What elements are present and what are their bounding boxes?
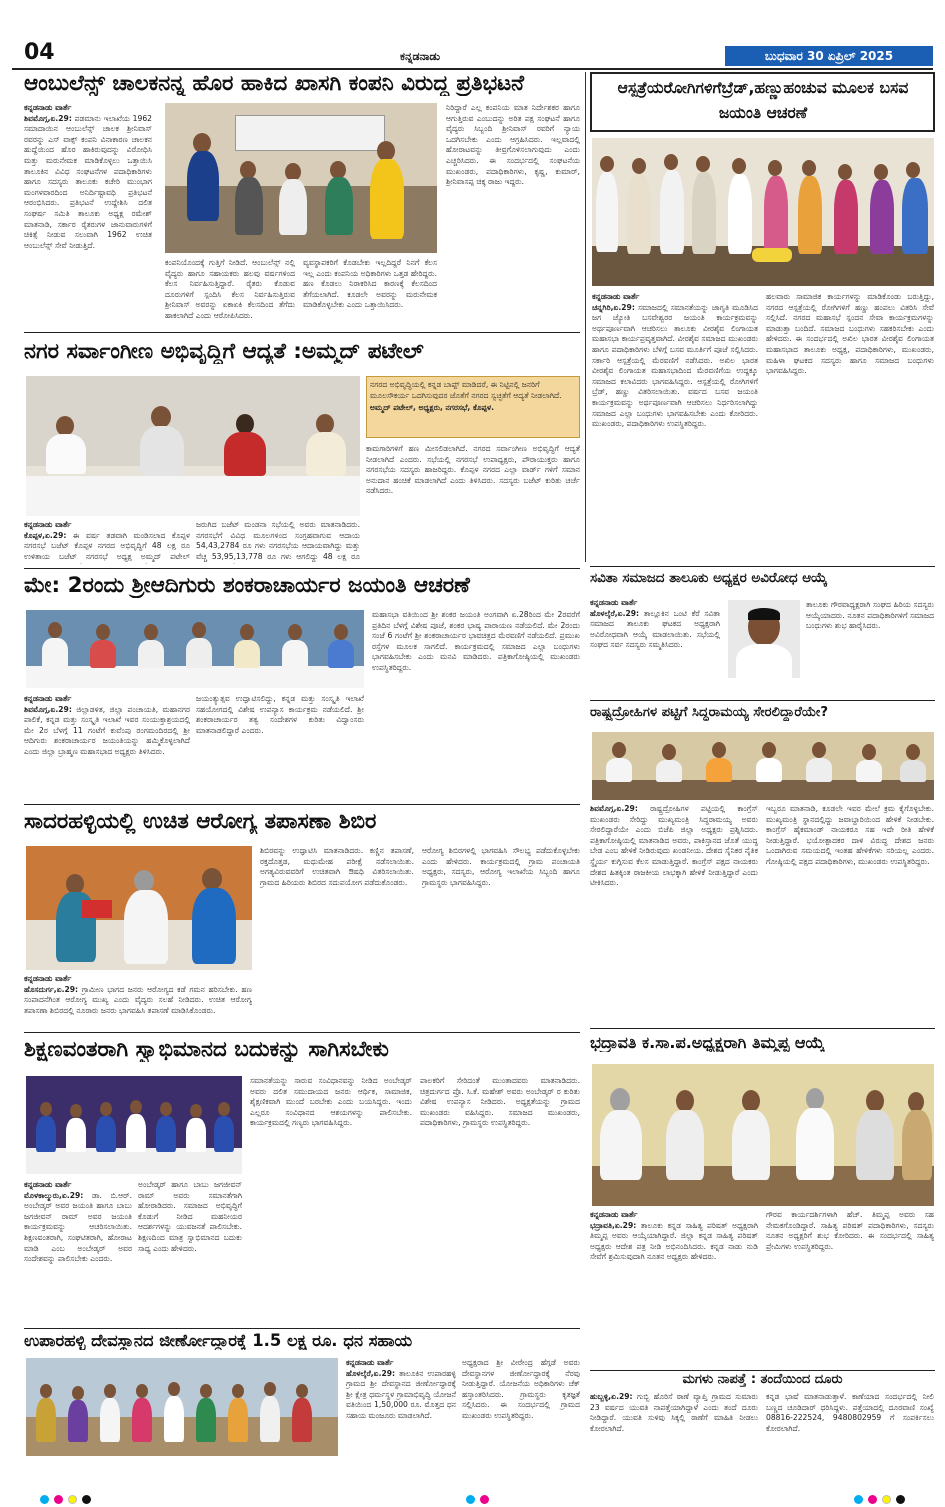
- a9-text2: ಗೌರವ ಕಾರ್ಯದರ್ಶಿಗಳಾಗಿ ಹೆಚ್. ತಿಮ್ಮಪ್ಪ ಅವರು ಸಹ ನೇಮಕಗೊಂಡಿದ್ದಾರೆ. ಸಾಹಿತ್ಯ ಪರಿಷತ್ ಪದಾಧಿಕಾರಿಗಳು, ಸದಸ್ಯರು ನೂತನ ಅಧ್ಯಕ್ಷರಿಗೆ ಶುಭ ಕೋರಿದರು. ಈ ಸಂದರ್ಭದಲ್ಲಿ ಸಾಹಿತ್ಯ ಪ್ರೇಮಿಗಳು ಉಪಸ್ಥಿತರಿದ್ದರು.: [766, 1210, 934, 1251]
- a8-text3: ಸಮಾನತೆಯನ್ನು ಸಾರುವ ಸಂವಿಧಾನವನ್ನು ನೀಡಿದ ಅಂಬೇಡ್ಕರ್ ಅವರು ದಲಿತ ಸಮುದಾಯದ ಜನರು ಆರ್ಥಿಕ, ಸಾಮಾಜಿಕ, ಶೈಕ್ಷಣಿಕವಾಗಿ ಮುಂದೆ ಬರಬೇಕು ಎಂದು ಬಯಸಿದ್ದರು. ಇಂದು ಎಲ್ಲರೂ ಸಂವಿಧಾನದ ಆಶಯಗಳನ್ನು ಪಾಲಿಸಬೇಕು. ಕಾರ್ಯಕ್ರಮದಲ್ಲಿ ಗಣ್ಯರು ಭಾಗವಹಿಸಿದ್ದರು.: [250, 1076, 412, 1128]
- a3-headline: ನಗರ ಸರ್ವಾಂಗೀಣ ಅಭಿವೃದ್ಧಿಗೆ ಆದ್ಯತೆ :ಅಮ್ಮದ್ ಪಟೇಲ್: [24, 340, 424, 364]
- a1-col1: [24, 103, 152, 325]
- divider-a7-a8: [24, 1032, 580, 1033]
- a11-col1: [590, 1392, 758, 1486]
- a6-col1: [590, 804, 758, 1022]
- a8-text2: ಅಂಬೇಡ್ಕರ್ ಹಾಗೂ ಬಾಬು ಜಗಜೀವನ್ ರಾಮ್ ಅವರು ಸಮಾನತೆಗಾಗಿ ಹೋರಾಡಿದರು. ಸಮಾಜದ ಅಭಿವೃದ್ಧಿಗೆ ಕೊಡುಗೆ ನೀಡಿದ ಮಹನೀಯರ ಆದರ್ಶಗಳನ್ನು ಯುವಜನತೆ ಪಾಲಿಸಬೇಕು. ಶಿಕ್ಷಣದಿಂದ ಮಾತ್ರ ಸ್ವಾಭಿಮಾನದ ಬದುಕು ಸಾಧ್ಯ ಎಂದು ಹೇಳಿದರು.: [138, 1180, 242, 1253]
- a5-text2: ಜಯಂತ್ಯುತ್ಸವ ಉದ್ಘಾಟಿಸಲಿದ್ದು, ಕನ್ನಡ ಮತ್ತು ಸಂಸ್ಕೃತಿ ಇಲಾಖೆ ಸಹಯೋಗದಲ್ಲಿ ವಿಶೇಷ ಉಪನ್ಯಾಸ ಕಾರ್ಯಕ್ರಮ ನಡೆಯಲಿದೆ. ಶ್ರೀ ಶಂಕರಾಚಾರ್ಯರ ತತ್ವ ಸಂದೇಶಗಳ ಕುರಿತು ವಿದ್ವಾಂಸರು ಮಾತನಾಡಲಿದ್ದಾರೆ ಎಂದರು.: [196, 694, 364, 735]
- a3-text1: ಈ ವರ್ಷ ತಡವಾಗಿ ಮಂಡಿಸಲಾದ ಕೊಪ್ಪಳ ನಗರಸಭೆ ಬಜೆಟ್ ಕೊಪ್ಪಳ ನಗರದ ಅಭಿವೃದ್ಧಿಗೆ 48 ಲಕ್ಷ ರೂ ಉಳಿತಾಯ ಬಜೆಟ್ ನಗರಸಭೆ ಅಧ್ಯಕ್ಷ ಅಮ್ಮದ್ ಪಟೇಲ್: [24, 530, 190, 561]
- registration-mark: [466, 1495, 475, 1504]
- a1-col4: [446, 103, 580, 328]
- page-number: 04: [24, 40, 55, 65]
- a5-text3: ಮಹಾಸಭಾ ವತಿಯಿಂದ ಶ್ರೀ ಶಂಕರ ಜಯಂತಿ ಅಂಗವಾಗಿ ಏ.28ರಿಂದ ಮೇ 2ರವರೆಗೆ ಪ್ರತಿದಿನ ಬೆಳಗ್ಗೆ ವಿಶೇಷ ಪೂಜೆ, ಶಂಕರ ಭಾಷ್ಯ ಪಾರಾಯಣ ನಡೆಯಲಿದೆ. ಮೇ 2ರಂದು ಸಂಜೆ 6 ಗಂಟೆಗೆ ಶ್ರೀ ಶಂಕರಾಚಾರ್ಯರ ಭಾವಚಿತ್ರದ ಮೆರವಣಿಗೆ ನಡೆಯಲಿದೆ. ಪ್ರಮುಖ ರಸ್ತೆಗಳ ಮೂಲಕ ಸಾಗಲಿದೆ. ಕಾರ್ಯಕ್ರಮದಲ್ಲಿ ಸಮಾಜದ ಎಲ್ಲಾ ಬಂಧುಗಳು ಭಾಗವಹಿಸಬೇಕು ಎಂದು ಮನವಿ ಮಾಡಿದರು. ಪತ್ರಿಕಾಗೋಷ್ಠಿಯಲ್ಲಿ ಮುಖಂಡರು ಉಪಸ್ಥಿತರಿದ್ದರು.: [372, 610, 580, 672]
- a3-col1: [24, 520, 190, 564]
- a1-photo: [165, 103, 437, 253]
- a2-byline: ಕನ್ನಡನಾಡು ವಾರ್ತೆ: [592, 292, 640, 301]
- a9-photo: [592, 1064, 934, 1206]
- a4-col2: [806, 600, 934, 690]
- a4-text2: ತಾಲೂಕು ಗೌರವಾಧ್ಯಕ್ಷರಾಗಿ ಸಂಘದ ಹಿರಿಯ ಸದಸ್ಯರು ಆಯ್ಕೆಯಾದರು. ನೂತನ ಪದಾಧಿಕಾರಿಗಳಿಗೆ ಸಮಾಜದ ಬಂಧುಗಳು ಶುಭ ಹಾರೈಸಿದರು.: [806, 600, 934, 631]
- divider-a6-a9: [590, 1028, 935, 1029]
- divider-a4-a6: [590, 700, 935, 701]
- a5-col3: [372, 610, 580, 800]
- a10-col2: [462, 1358, 580, 1488]
- a3-quote-text: ನಗರದ ಅಭಿವೃದ್ಧಿಯಲ್ಲಿ ಕನ್ನಡ ಬಾಪ್ಟ್ ಮಾಡಿದರೆ, ಈ ನಿಟ್ಟಿನಲ್ಲಿ ಜನರಿಗೆ ಮೂಲಸೌಕರ್ಯ ಒದಗಿಸುವುದರ ಜೊತೆಗೆ ನಗರದ ಸ್ವಚ್ಛತೆಗೆ ಆದ್ಯತೆ ನೀಡಲಾಗಿದೆ.: [370, 380, 562, 400]
- a2-col2: [766, 292, 934, 562]
- a1-dateline: ಶಿವಮೊಗ್ಗ,ಏ.29:: [24, 113, 72, 123]
- a4-byline: ಕನ್ನಡನಾಡು ವಾರ್ತೆ: [590, 598, 638, 607]
- a1-text3: ವ್ಯವಸ್ಥಾಪಕರಿಗೆ ಕೊಡಬೇಕು ಇಲ್ಲದಿದ್ದರೆ ನಿನಗೆ ಕೆಲಸ ಇಲ್ಲ ಎಂದು ಕಂಪನಿಯ ಅಧಿಕಾರಿಗಳು ಒತ್ತಡ ಹೇರಿದ್ದರು. ಹಣ ಕೊಡಲು ನಿರಾಕರಿಸಿದ ಕಾರಣಕ್ಕೆ ಕೆಲಸದಿಂದ ತೆಗೆಯಲಾಗಿದೆ. ಕೂಡಲೇ ಅವರನ್ನು ಮರುನೇಮಕ ಮಾಡಿಕೊಳ್ಳಬೇಕು ಎಂದು ಒತ್ತಾಯಿಸಿದರು.: [303, 258, 437, 310]
- a8-col4: [420, 1076, 580, 1324]
- a3-byline: ಕನ್ನಡನಾಡು ವಾರ್ತೆ: [24, 520, 72, 529]
- registration-mark: [882, 1495, 891, 1504]
- registration-mark: [54, 1495, 63, 1504]
- a8-col2: [138, 1180, 242, 1324]
- a9-headline: ಭದ್ರಾವತಿ ಕ.ಸಾ.ಪ.ಅಧ್ಯಕ್ಷರಾಗಿ ತಿಮ್ಮಪ್ಪ ಆಯ್ಕೆ: [590, 1034, 825, 1052]
- a6-text1: ರಾಷ್ಟ್ರದ್ರೋಹಿಗಳ ಪಟ್ಟಿಯಲ್ಲಿ ಕಾಂಗ್ರೆಸ್ ಮುಖಂಡರು ಸೇರಿದ್ದು ಮುಖ್ಯಮಂತ್ರಿ ಸಿದ್ಧರಾಮಯ್ಯ ಅವರು ಸೇರಲಿದ್ದಾರೆಯೇ ಎಂದು ಬಿಜೆಪಿ ಜಿಲ್ಲಾ ಅಧ್ಯಕ್ಷರು ಪ್ರಶ್ನಿಸಿದರು. ಪತ್ರಿಕಾಗೋಷ್ಠಿಯಲ್ಲಿ ಮಾತನಾಡಿದ ಅವರು, ಪಾಕಿಸ್ತಾನದ ಜೊತೆ ಯುದ್ಧ ಬೇಡ ಎಂಬ ಹೇಳಿಕೆ ನೀಡಿರುವುದು ಖಂಡನೀಯ. ದೇಶದ ಸೈನಿಕರ ನೈತಿಕ ಸ್ಥೈರ್ಯ ಕುಗ್ಗಿಸುವ ಕೆಲಸ ಮಾಡುತ್ತಿದ್ದಾರೆ. ಕಾಂಗ್ರೆಸ್ ಪಕ್ಷದ ನಾಯಕರು ದೇಶದ ಹಿತಕ್ಕಿಂತ ರಾಜಕೀಯ ಲಾಭಕ್ಕಾಗಿ ಹೇಳಿಕೆ ನೀಡುತ್ತಿದ್ದಾರೆ ಎಂದು ಟೀಕಿಸಿದರು.: [590, 804, 758, 888]
- a7-col1: [24, 974, 252, 1028]
- a11-col2: [766, 1392, 934, 1486]
- a2-photo: [592, 138, 934, 286]
- a11-text2: ಕನ್ನಡ ಭಾಷೆ ಮಾತನಾಡುತ್ತಾಳೆ. ಕಾಣೆಯಾದ ಸಂದರ್ಭದಲ್ಲಿ ನೀಲಿ ಬಣ್ಣದ ಚೂಡಿದಾರ್ ಧರಿಸಿದ್ದಳು. ಪತ್ತೆಯಾದಲ್ಲಿ ದೂರವಾಣಿ ಸಂಖ್ಯೆ 08816-222524, 9480802959 ಗೆ ಸಂಪರ್ಕಿಸಲು ಕೋರಲಾಗಿದೆ.: [766, 1392, 934, 1433]
- a10-dateline: ಹೊಳಲ್ಕೆರೆ,ಏ.29:: [346, 1368, 396, 1378]
- registration-mark: [82, 1495, 91, 1504]
- a1-text2: ಕಂಪನಿಯೊಂದಕ್ಕೆ ಗುತ್ತಿಗೆ ನೀಡಿದೆ. ಆಂಬುಲೆನ್ಸ್ ನಲ್ಲಿ ವೈದ್ಯರು ಹಾಗೂ ಸಹಾಯಕರು ಹಲವು ವರ್ಷಗಳಿಂದ ಕೆಲಸ ನಿರ್ವಹಿಸುತ್ತಿದ್ದಾರೆ. ರೈತರು ಕೊಡುವ ದೂರುಗಳಿಗೆ ಸ್ಪಂದಿಸಿ ಕೆಲಸ ನಿರ್ವಹಿಸುತ್ತಿರುವ ಶ್ರೀನಿವಾಸ್ ಅವರನ್ನು ಏಕಾಏಕಿ ಕೆಲಸದಿಂದ ತೆಗೆದು ಹಾಕಲಾಗಿದೆ ಎಂದು ಆರೋಪಿಸಿದರು.: [165, 258, 295, 320]
- a1-byline: ಕನ್ನಡನಾಡು ವಾರ್ತೆ: [24, 103, 72, 112]
- print-registration-bar: [0, 1493, 945, 1507]
- a1-text4: ನಿರಿದ್ದಾರೆ ಎಲ್ಲ ಕಂಪನಿಯ ಮಾತ ನಿರ್ದೇಶಕರ ಹಾಗೂ ಆಗುತ್ತಿರುವ ಎಂಬುದನ್ನು ಅರಿತ ಪಕ್ಷ ಸಂಘಟನೆ ಹಾಗೂ ವೈದ್ಯರು ಸಿಬ್ಬಂದಿ ಶ್ರೀನಿವಾಸ್ ರವರಿಗೆ ನ್ಯಾಯ ಒದಗಿಸಬೇಕು ಎಂದು ಆಗ್ರಹಿಸಿದರು. ಇಲ್ಲವಾದಲ್ಲಿ ಹೋರಾಟವನ್ನು ತೀವ್ರಗೊಳಿಸಲಾಗುವುದು ಎಂದು ಎಚ್ಚರಿಸಿದರು. ಈ ಸಂದರ್ಭದಲ್ಲಿ ಸಂಘಟನೆಯ ಮುಖಂಡರು, ಪದಾಧಿಕಾರಿಗಳು, ಕೃಷ್ಣ, ಕುಮಾರ್, ಶ್ರೀನಿವಾಸಪ್ಪ ಚಿಕ್ಕ ರಾಜು ಇದ್ದರು.: [446, 103, 580, 187]
- a3-text3: ಕಾಮಗಾರಿಗಳಿಗೆ ಹಣ ಮೀಸಲಿಡಲಾಗಿದೆ. ನಗರದ ಸರ್ವಾಂಗೀಣ ಅಭಿವೃದ್ಧಿಗೆ ಆದ್ಯತೆ ನೀಡಲಾಗಿದೆ ಎಂದರು. ಸಭೆಯಲ್ಲಿ ನಗರಸಭೆ ಉಪಾಧ್ಯಕ್ಷರು, ಪೌರಾಯುಕ್ತರು ಹಾಗೂ ನಗರಸಭೆಯ ಸದಸ್ಯರು ಹಾಜರಿದ್ದರು. ಕೊಪ್ಪಳ ನಗರದ ಎಲ್ಲಾ ವಾರ್ಡ್ ಗಳಿಗೆ ಸಮಾನ ಅನುದಾನ ಹಂಚಿಕೆ ಮಾಡಲಾಗಿದೆ ಎಂದು ತಿಳಿಸಿದರು. ಸದಸ್ಯರು ಬಜೆಟ್ ಕುರಿತು ಚರ್ಚೆ ನಡೆಸಿದರು.: [366, 444, 580, 496]
- a9-col2: [766, 1210, 934, 1366]
- a4-dateline: ಹೊಳಲ್ಕೆರೆ,ಏ.29:: [590, 608, 640, 618]
- a10-photo: [26, 1358, 338, 1456]
- registration-mark: [854, 1495, 863, 1504]
- a5-headline: ಮೇ: 2ರಂದು ಶ್ರೀಆದಿಗುರು ಶಂಕರಾಚಾರ್ಯರ ಜಯಂತಿ ಆಚರಣೆ: [24, 574, 470, 598]
- a8-col3: [250, 1076, 412, 1324]
- a5-byline: ಕನ್ನಡನಾಡು ವಾರ್ತೆ: [24, 694, 72, 703]
- a10-headline: ಉಪಾರಹಳ್ಳಿ ದೇವಸ್ಥಾನದ ಜೀರ್ಣೋದ್ಧಾರಕ್ಕೆ 1.5 ಲಕ್ಷ ರೂ. ಧನ ಸಹಾಯ: [24, 1332, 413, 1350]
- a2-headline: ಆಸ್ಪತ್ರೆಯರೋಗಿಗಳಿಗೆಬ್ರೆಡ್,ಹಣ್ಣುಹಂಚುವ ಮೂಲಕ ಬಸವ ಜಯಂತಿ ಆಚರಣೆ: [617, 79, 909, 122]
- a6-col2: [766, 804, 934, 1022]
- a5-col2: [196, 694, 364, 800]
- a10-text1: ತಾಲೂಕಿನ ಉಪಾರಹಳ್ಳಿ ಗ್ರಾಮದ ಶ್ರೀ ದೇವಸ್ಥಾನದ ಜೀರ್ಣೋದ್ಧಾರಕ್ಕೆ ಶ್ರೀ ಕ್ಷೇತ್ರ ಧರ್ಮಸ್ಥಳ ಗ್ರಾಮಾಭಿವೃದ್ಧಿ ಯೋಜನೆ ವತಿಯಿಂದ 1,50,000 ರೂ. ಮೊತ್ತದ ಧನ ಸಹಾಯ ಮಂಜೂರು ಮಾಡಲಾಗಿದೆ.: [346, 1368, 456, 1420]
- a1-headline: ಆಂಬುಲೆನ್ಸ್ ಚಾಲಕನನ್ನ ಹೊರ ಹಾಕಿದ ಖಾಸಗಿ ಕಂಪನಿ ವಿರುದ್ಧ ಪ್ರತಿಭಟನೆ: [24, 72, 524, 96]
- a3-dateline: ಕೊಪ್ಪಳ,ಏ.29:: [24, 530, 67, 540]
- a5-photo: [26, 610, 364, 688]
- a4-portrait: [728, 600, 800, 678]
- a10-col1: [346, 1358, 456, 1488]
- a7-text1: ಗ್ರಾಮೀಣ ಭಾಗದ ಜನರು ಆರೋಗ್ಯದ ಕಡೆ ಗಮನ ಹರಿಸಬೇಕು. ಹಣ ಸಂಪಾದನೆಗಿಂತ ಆರೋಗ್ಯ ಮುಖ್ಯ ಎಂದು ವೈದ್ಯರು ಸಲಹೆ ನೀಡಿದರು. ಉಚಿತ ಆರೋಗ್ಯ ತಪಾಸಣಾ ಶಿಬಿರದಲ್ಲಿ ನೂರಾರು ಜನರು ಭಾಗವಹಿಸಿ ತಪಾಸಣೆ ಮಾಡಿಸಿಕೊಂಡರು.: [24, 984, 252, 1015]
- a2-text1: ಸಮಾಜದಲ್ಲಿ ಸಮಾನತೆಯನ್ನು ಜಾಗೃತಿ ಮೂಡಿಸಿದ ಜಗ ಜ್ಯೋತಿ ಬಸವೇಶ್ವರರ ಜಯಂತಿ ಕಾರ್ಯಕ್ರಮವನ್ನು ಅರ್ಥಪೂರ್ಣವಾಗಿ ಆಚರಿಸಲು ತಾಲೂಕು ವೀರಶೈವ ಲಿಂಗಾಯತ ಮಹಾಸಭಾ ಕಾರ್ಯಪ್ರವೃತ್ತವಾಗಿದೆ. ವೀರಶೈವ ಸಮಾಜದ ಮುಖಂಡರು ಹಾಗೂ ಪದಾಧಿಕಾರಿಗಳು ಬೆಳಿಗ್ಗೆ ಬಸವ ಮೂರ್ತಿಗೆ ಪೂಜೆ ಸಲ್ಲಿಸಿದರು. ಸರ್ಕಾರಿ ಆಸ್ಪತ್ರೆಯಲ್ಲಿ ಮೆರವಣಿಗೆ ನಡೆಸಿದರು. ಅಖಿಲ ಭಾರತ ವೀರಶೈವ ಲಿಂಗಾಯತ ಮಹಾಸಭಾದಿಂದ ಮೆರವಣಿಗೆಯ ಉದ್ದಕ್ಕೂ ಸಮಾಜದ ಕಲಾವಿದರು ಭಾಗವಹಿಸಿದ್ದರು. ಆಸ್ಪತ್ರೆಯಲ್ಲಿ ರೋಗಿಗಳಿಗೆ ಬ್ರೆಡ್, ಹಣ್ಣು ವಿತರಿಸಲಾಯಿತು. ವರ್ಷದ ಬಸವ ಜಯಂತಿ ಕಾರ್ಯಕ್ರಮವನ್ನು ಅರ್ಥಪೂರ್ಣವಾಗಿ ಆಚರಿಸಲು ನಿರ್ಧರಿಸಲಾಗಿದ್ದು ಸಮಾಜದ ಎಲ್ಲಾ ಬಂಧುಗಳು ಭಾಗವಹಿಸಬೇಕು ಎಂದು ಕೋರಿದರು. ಮುಖಂಡರು, ಪದಾಧಿಕಾರಿಗಳು ಉಪಸ್ಥಿತರಿದ್ದರು.: [592, 302, 758, 429]
- divider-a3-a5: [24, 568, 580, 569]
- a8-text1: ಡಾ. ಬಿ.ಆರ್. ಅಂಬೇಡ್ಕರ್ ಅವರ ಜಯಂತಿ ಹಾಗೂ ಬಾಬು ಜಗಜೀವನ್ ರಾಮ್ ಅವರ ಜಯಂತಿ ಕಾರ್ಯಕ್ರಮವನ್ನು ಆಚರಿಸಲಾಯಿತು. ಶಿಕ್ಷಣವಂತರಾಗಿ, ಸಂಘಟಿತರಾಗಿ, ಹೋರಾಟ ಮಾಡಿ ಎಂಬ ಅಂಬೇಡ್ಕರ್ ಅವರ ಸಂದೇಶವನ್ನು ಪಾಲಿಸಬೇಕು ಎಂದರು.: [24, 1190, 132, 1264]
- a7-headline: ಸಾದರಹಳ್ಳಿಯಲ್ಲಿ ಉಚಿತ ಆರೋಗ್ಯ ತಪಾಸಣಾ ಶಿಬಿರ: [24, 810, 377, 834]
- a5-dateline: ಶಿವಮೊಗ್ಗ,ಏ.29:: [24, 704, 72, 714]
- a7-text2: ಶಿಬಿರವನ್ನು ಉದ್ಘಾಟಿಸಿ ಮಾತನಾಡಿದರು. ಕಣ್ಣಿನ ತಪಾಸಣೆ, ರಕ್ತದೊತ್ತಡ, ಮಧುಮೇಹ ಪರೀಕ್ಷೆ ನಡೆಸಲಾಯಿತು. ಅಗತ್ಯವಿರುವವರಿಗೆ ಉಚಿತವಾಗಿ ಔಷಧಿ ವಿತರಿಸಲಾಯಿತು. ಗ್ರಾಮದ ಹಿರಿಯರು ಶಿಬಿರದ ಸದುಪಯೋಗ ಪಡೆದುಕೊಂಡರು.: [260, 846, 414, 887]
- registration-mark: [40, 1495, 49, 1504]
- divider-a2-a4: [590, 566, 935, 567]
- registration-mark: [868, 1495, 877, 1504]
- registration-mark: [480, 1495, 489, 1504]
- divider-a5-a7: [24, 804, 580, 805]
- masthead: [0, 0, 945, 70]
- a10-text2: ಅಧ್ಯಕ್ಷರಾದ ಶ್ರೀ ವೀರೇಂದ್ರ ಹೆಗ್ಗಡೆ ಅವರು ದೇವಸ್ಥಾನಗಳ ಜೀರ್ಣೋದ್ಧಾರಕ್ಕೆ ನೆರವು ನೀಡುತ್ತಿದ್ದಾರೆ. ಯೋಜನೆಯ ಅಧಿಕಾರಿಗಳು ಚೆಕ್ ಹಸ್ತಾಂತರಿಸಿದರು. ಗ್ರಾಮಸ್ಥರು ಕೃತಜ್ಞತೆ ಸಲ್ಲಿಸಿದರು. ಈ ಸಂದರ್ಭದಲ್ಲಿ ಗ್ರಾಮದ ಮುಖಂಡರು ಉಪಸ್ಥಿತರಿದ್ದರು.: [462, 1358, 580, 1420]
- a8-text4: ಪಾಲಕರಿಗೆ ಸೇರಿದಂತೆ ಮುಂತಾದವರು ಮಾತನಾಡಿದರು. ಚಿತ್ರದುರ್ಗದ ಪ್ರೊ. ಸಿ.ಕೆ. ಮಹೇಶ್ ಅವರು ಅಂಬೇಡ್ಕರ್ ರ ಕುರಿತು ವಿಶೇಷ ಉಪನ್ಯಾಸ ನೀಡಿದರು. ಅಧ್ಯಕ್ಷತೆಯನ್ನು ಗ್ರಾಮದ ಮುಖಂಡರು ವಹಿಸಿದ್ದರು. ಸಮಾಜದ ಮುಖಂಡರು, ಪದಾಧಿಕಾರಿಗಳು, ಗ್ರಾಮಸ್ಥರು ಉಪಸ್ಥಿತರಿದ್ದರು.: [420, 1076, 580, 1128]
- a8-dateline: ಮೊಳಕಾಲ್ಮುರು,ಏ.29:: [24, 1190, 84, 1200]
- a8-headline: ಶಿಕ್ಷಣವಂತರಾಗಿ ಸ್ವಾಭಿಮಾನದ ಬದುಕನ್ನು ಸಾಗಿಸಬೇಕು: [24, 1038, 389, 1062]
- a3-quote: [366, 376, 580, 438]
- a9-col1: [590, 1210, 758, 1366]
- a3-photo: [26, 376, 360, 516]
- a6-headline: ರಾಷ್ಟ್ರದ್ರೋಹಿಗಳ ಪಟ್ಟಿಗೆ ಸಿದ್ಧರಾಮಯ್ಯ ಸೇರಲಿದ್ದಾರೆಯೇ?: [590, 706, 828, 720]
- a9-text1: ತಾಲೂಕು ಕನ್ನಡ ಸಾಹಿತ್ಯ ಪರಿಷತ್ ಅಧ್ಯಕ್ಷರಾಗಿ ತಿಮ್ಮಪ್ಪ ಅವರು ಆಯ್ಕೆಯಾಗಿದ್ದಾರೆ. ಜಿಲ್ಲಾ ಕನ್ನಡ ಸಾಹಿತ್ಯ ಪರಿಷತ್ ಅಧ್ಯಕ್ಷರು ಆದೇಶ ಪತ್ರ ನೀಡಿ ಅಭಿನಂದಿಸಿದರು. ಕನ್ನಡ ನಾಡು ನುಡಿ ಸೇವೆಗೆ ಶ್ರಮಿಸುವುದಾಗಿ ನೂತನ ಅಧ್ಯಕ್ಷರು ಹೇಳಿದರು.: [590, 1220, 758, 1262]
- a8-byline: ಕನ್ನಡನಾಡು ವಾರ್ತೆ: [24, 1180, 72, 1189]
- paper-name: ಕನ್ನಡನಾಡು: [400, 50, 441, 63]
- a3-col3: [366, 444, 580, 562]
- a7-photo: [26, 846, 252, 970]
- a3-text2: ಜರುಗಿದ ಬಜೆಟ್ ಮಂಡನಾ ಸಭೆಯಲ್ಲಿ ಅವರು ಮಾತನಾಡಿದರು. ನಗರಸಭೆಗೆ ವಿವಿಧ ಮೂಲಗಳಿಂದ ಸಂಗ್ರಹವಾಗುವ ಆದಾಯ 54,43,2784 ರೂ ಗಳು ನಗರಸಭೆಯ ಆದಾಯವಾಗಿದ್ದು ಮತ್ತು ವೆಚ್ಚ 53,95,13,778 ರೂ ಗಳು ಆಗಲಿದ್ದು 48 ಲಕ್ಷ ರೂ: [196, 520, 360, 561]
- a11-headline: ಮಗಳು ನಾಪತ್ತೆ : ತಂದೆಯಿಂದ ದೂರು: [682, 1372, 843, 1387]
- a8-photo: [26, 1076, 242, 1174]
- a11-dateline: ಹುಬ್ಬಳ್ಳಿ,ಏ.29:: [590, 1392, 633, 1401]
- issue-date: ಬುಧವಾರ 30 ಏಪ್ರಿಲ್ 2025: [725, 46, 933, 66]
- a5-col1: [24, 694, 190, 800]
- a9-dateline: ಭದ್ರಾವತಿ,ಏ.29:: [590, 1220, 637, 1230]
- registration-mark: [68, 1495, 77, 1504]
- a1-text1: ಪಡಮಾನು ಇಲಾಖೆಯ 1962 ಸಮಾದಾಯಿನ ಆಂಬುಲೆನ್ಸ್ ಚಾಲಕ ಶ್ರೀನಿವಾಸ್ ರವರನ್ನು ಎಸ್ ವಾಕ್ಸ್ ಕಂಪನಿ ವಿನಾಕಾರಣ ಚಾಲಕನ ಹುದ್ದೆಯಿಂದ ಹೊರ ಹಾಕಿರುವುದನ್ನು ವಿರೋಧಿಸಿ ಮತ್ತು ಮರುನೇಮಕ ಮಾಡಿಕೊಳ್ಳಲು ಒತ್ತಾಯಿಸಿ ತಾಲೂಕಿನ ವಿವಿಧ ಸಂಘಟನೆಗಳ ಪದಾಧಿಕಾರಿಗಳು ಹಾಗೂ ಸದಸ್ಯರು ತಾಲೂಕು ಕಚೇರಿ ಮುಂಭಾಗ ಮಂಗಳವಾರದಿಂದ ಅನಿರ್ದಿಷ್ಟಾವಧಿ ಪ್ರತಿಭಟನೆ ಆರಂಭಿಸಿದರು. ಪ್ರತಿಭಟನೆ ಉದ್ದೇಶಿಸಿ ದಲಿತ ಸಂಘರ್ಷ ಸಮಿತಿ ತಾಲೂಕು ಅಧ್ಯಕ್ಷ ರಮೇಶ್ ಮಾತನಾಡಿ, ಸರ್ಕಾರ ರೈತರುಗಳ ಜಾನುವಾರುಗಳಿಗೆ ಚಿಕಿತ್ಸೆ ನೀಡುವ ಸಲುವಾಗಿ 1962 ಉಚಿತ ಆಂಬುಲೆನ್ಸ್ ಸೇವೆ ನೀಡುತ್ತಿದೆ.: [24, 113, 152, 250]
- a9-byline: ಕನ್ನಡನಾಡು ವಾರ್ತೆ: [590, 1210, 638, 1219]
- a4-col1: [590, 598, 720, 690]
- a1-col2: [165, 258, 295, 328]
- a11-text1: ಗುಬ್ಬಿ ಹೊರಿಸೆ ಠಾಣೆ ವ್ಯಾಪ್ತಿ ಗ್ರಾಮದ ಸುಮಾರು 23 ವರ್ಷದ ಯುವತಿ ನಾಪತ್ತೆಯಾಗಿದ್ದಾಳೆ ಎಂದು ತಂದೆ ದೂರು ನೀಡಿದ್ದಾರೆ. ಯುವತಿ ಸುಳಿವು ಸಿಕ್ಕಲ್ಲಿ ಠಾಣೆಗೆ ಮಾಹಿತಿ ನೀಡಲು ಕೋರಲಾಗಿದೆ.: [590, 1392, 758, 1433]
- registration-mark: [896, 1495, 905, 1504]
- a8-col1: [24, 1180, 132, 1324]
- a5-text1: ಜಿಲ್ಲಾಡಳಿತ, ಜಿಲ್ಲಾ ಪಂಚಾಯತಿ, ಮಹಾನಗರ ಪಾಲಿಕೆ, ಕನ್ನಡ ಮತ್ತು ಸಂಸ್ಕೃತಿ ಇಲಾಖೆ ಇವರ ಸಂಯುಕ್ತಾಶ್ರಯದಲ್ಲಿ ಮೇ 2ರ ಬೆಳಗ್ಗೆ 11 ಗಂಟೆಗೆ ಕುವೆಂಪು ರಂಗಮಂದಿರದಲ್ಲಿ ಶ್ರೀ ಆದಿಗುರು ಶಂಕರಾಚಾರ್ಯರ ಜಯಂತಿಯನ್ನು ಹಮ್ಮಿಕೊಳ್ಳಲಾಗಿದೆ ಎಂದು ಜಿಲ್ಲಾ ಬ್ರಾಹ್ಮಣ ಮಹಾಸಭಾದ ಅಧ್ಯಕ್ಷರು ತಿಳಿಸಿದರು.: [24, 704, 190, 756]
- a7-text3: ಆರೋಗ್ಯ ಶಿಬಿರಗಳಲ್ಲಿ ಭಾಗವಹಿಸಿ ಸೌಲಭ್ಯ ಪಡೆದುಕೊಳ್ಳಬೇಕು ಎಂದು ಹೇಳಿದರು. ಕಾರ್ಯಕ್ರಮದಲ್ಲಿ ಗ್ರಾಮ ಪಂಚಾಯತಿ ಅಧ್ಯಕ್ಷರು, ಸದಸ್ಯರು, ಆರೋಗ್ಯ ಇಲಾಖೆಯ ಸಿಬ್ಬಂದಿ ಹಾಗೂ ಗ್ರಾಮಸ್ಥರು ಭಾಗವಹಿಸಿದ್ದರು.: [422, 846, 580, 887]
- a6-text2: ಇಬ್ಬರೂ ಮಾತನಾಡಿ, ಕೂಡಲೇ ಇವರ ಮೇಲೆ ಕ್ರಮ ಕೈಗೊಳ್ಳಬೇಕು. ಮುಖ್ಯಮಂತ್ರಿ ಸ್ಥಾನದಲ್ಲಿದ್ದು ಜವಾಬ್ದಾರಿಯಿಂದ ಹೇಳಿಕೆ ನೀಡಬೇಕು. ಕಾಂಗ್ರೆಸ್ ಹೈಕಮಾಂಡ್ ನಾಯಕರೂ ಸಹ ಇದೇ ರೀತಿ ಹೇಳಿಕೆ ನೀಡುತ್ತಿದ್ದಾರೆ. ಭಯೋತ್ಪಾದಕರ ದಾಳಿ ವಿರುದ್ಧ ದೇಶದ ಜನರು ಒಂದಾಗಿರುವ ಸಮಯದಲ್ಲಿ ಇಂತಹ ಹೇಳಿಕೆಗಳು ಸರಿಯಲ್ಲ ಎಂದರು. ಗೋಷ್ಠಿಯಲ್ಲಿ ಪಕ್ಷದ ಪದಾಧಿಕಾರಿಗಳು, ಮುಖಂಡರು ಉಪಸ್ಥಿತರಿದ್ದರು.: [766, 804, 934, 866]
- a7-dateline: ಹೊಸದುರ್ಗ,ಏ.29:: [24, 984, 79, 994]
- divider-a1-a3: [24, 332, 580, 333]
- a4-text1: ತಾಲ್ಲೂಕಿನ ಒಂಟಿ ಕೆರೆ ಸವಿತಾ ಸಮಾಜದ ತಾಲೂಕು ಘಟಕದ ಅಧ್ಯಕ್ಷರಾಗಿ ಅವಿರೋಧವಾಗಿ ಆಯ್ಕೆ ಮಾಡಲಾಯಿತು. ಸಭೆಯಲ್ಲಿ ಸಂಘದ ಸರ್ವ ಸದಸ್ಯರು ಸಮ್ಮತಿಸಿದರು.: [590, 608, 720, 650]
- a1-col3: [303, 258, 437, 328]
- a4-headline: ಸವಿತಾ ಸಮಾಜದ ತಾಲೂಕು ಅಧ್ಯಕ್ಷರ ಅವಿರೋಧ ಆಯ್ಕೆ: [590, 572, 828, 586]
- a3-col2: [196, 520, 360, 564]
- a2-text2: ಹಲವಾರು ಸಾಮಾಜಿಕ ಕಾರ್ಯಗಳನ್ನು ಮಾಡಿಕೊಂಡು ಬರುತ್ತಿದ್ದು, ನಗರದ ಆಸ್ಪತ್ರೆಯಲ್ಲಿ ರೋಗಿಗಳಿಗೆ ಹಣ್ಣು ಹಂಪಲು ವಿತರಿಸಿ ಸೇವೆ ಸಲ್ಲಿಸಿದೆ. ನಗರದ ಮಹಾಸಭೆ ಸ್ಪಂದನ ಸೇವಾ ಕಾರ್ಯಕ್ರಮಗಳನ್ನು ಮಾಡುತ್ತಾ ಬಂದಿದೆ. ಸಮಾಜದ ಬಂಧುಗಳು ಸಹಕರಿಸಬೇಕು ಎಂದು ಹೇಳಿದರು. ಈ ಸಂದರ್ಭದಲ್ಲಿ ಅಖಿಲ ಭಾರತ ವೀರಶೈವ ಲಿಂಗಾಯತ ಮಹಾಸಭಾದ ತಾಲೂಕು ಅಧ್ಯಕ್ಷ, ಪದಾಧಿಕಾರಿಗಳು, ಮುಖಂಡರು, ಮಹಿಳಾ ಘಟಕದ ಸದಸ್ಯರು ಹಾಗೂ ಸಮಾಜದ ಬಂಧುಗಳು ಭಾಗವಹಿಸಿದ್ದರು.: [766, 292, 934, 376]
- a7-col2: [260, 846, 414, 1028]
- top-rule: [12, 68, 933, 70]
- a3-quote-sig: ಅಮ್ಮದ್ ಪಟೇಲ್, ಅಧ್ಯಕ್ಷರು, ನಗರಸಭೆ, ಕೊಪ್ಪಳ.: [370, 403, 494, 413]
- a6-photo: [592, 732, 934, 800]
- a2-dateline: ಚನ್ನಗಿರಿ,ಏ.29:: [592, 302, 635, 312]
- a7-col3: [422, 846, 580, 1028]
- divider-a9-a11: [590, 1370, 935, 1371]
- divider-a8-a10: [24, 1328, 580, 1329]
- divider-vertical-top: [585, 72, 586, 562]
- a6-dateline: ಶಿವಮೊಗ್ಗ,ಏ.29:: [590, 804, 638, 813]
- a10-byline: ಕನ್ನಡನಾಡು ವಾರ್ತೆ: [346, 1358, 394, 1367]
- a2-col1: [592, 292, 758, 562]
- a7-byline: ಕನ್ನಡನಾಡು ವಾರ್ತೆ: [24, 974, 72, 983]
